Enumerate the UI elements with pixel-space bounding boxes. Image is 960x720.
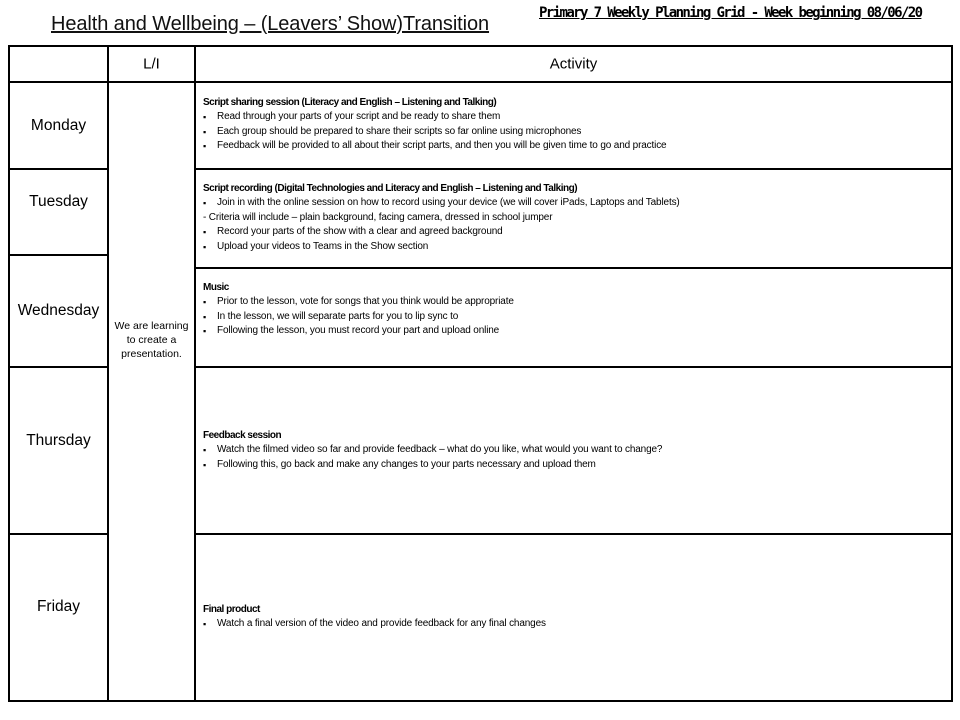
activity-cell-friday <box>194 533 953 702</box>
day-cell-thursday <box>8 366 109 535</box>
activity-bullet: ▪ Watch a final version of the video and provide feedback for any final changes <box>203 617 945 631</box>
activity-bullet: ▪ Upload your videos to Teams in the Show section <box>203 240 945 254</box>
activity-bullet: ▪ Following this, go back and make any changes to your parts necessary and upload them <box>203 458 945 472</box>
day-cell-wednesday <box>8 254 109 368</box>
header-activity-cell <box>194 45 953 83</box>
activity-cell-tuesday <box>194 168 953 269</box>
activity-cell-wednesday <box>194 267 953 368</box>
activity-title: Script recording (Digital Technologies and Literacy and English – Listening and Talking) <box>203 183 578 194</box>
day-cell-tuesday <box>8 168 109 256</box>
day-label: Friday <box>36 597 81 615</box>
day-label: Monday <box>30 116 87 134</box>
activity-column-header: Activity <box>549 55 598 73</box>
day-cell-friday <box>8 533 109 702</box>
activity-bullet: ▪ Each group should be prepared to share their scripts so far online using microphones <box>203 125 945 139</box>
activity-cell-thursday <box>194 366 953 535</box>
learning-intention-cell <box>107 81 196 702</box>
document-title: Health and Wellbeing – (Leavers’ Show)Transition <box>51 13 490 35</box>
activity-title: Final product <box>203 604 260 615</box>
activity-title: Music <box>203 282 229 293</box>
activity-bullet: ▪ Feedback will be provided to all about their script parts, and then you will be given time to go and practice <box>203 139 945 153</box>
header-li-cell <box>107 45 196 83</box>
activity-cell-monday <box>194 81 953 170</box>
activity-bullet: ▪ Following the lesson, you must record your part and upload online <box>203 324 945 338</box>
activity-bullet: ▪ Watch the filmed video so far and provide feedback – what do you like, what would you want to change? <box>203 443 945 457</box>
day-label: Thursday <box>26 431 91 449</box>
activity-bullet: ▪ Read through your parts of your script and be ready to share them <box>203 110 945 124</box>
activity-bullet: ▪ Record your parts of the show with a clear and agreed background <box>203 225 945 239</box>
day-label: Tuesday <box>29 193 88 210</box>
activity-title: Feedback session <box>203 430 282 441</box>
learning-intention-text: We are learning to create a presentation. <box>114 319 189 360</box>
day-cell-monday <box>8 81 109 170</box>
header-day-cell <box>8 45 109 83</box>
activity-note: - Criteria will include – plain background, facing camera, dressed in school jumper <box>203 211 553 223</box>
activity-bullet: ▪ Prior to the lesson, vote for songs that you think would be appropriate <box>203 295 945 309</box>
activity-title: Script sharing session (Literacy and English – Listening and Talking) <box>203 97 497 108</box>
activity-bullet: ▪ In the lesson, we will separate parts for you to lip sync to <box>203 310 945 324</box>
li-column-header: L/I <box>143 55 160 73</box>
activity-bullet: ▪ Join in with the online session on how to record using your device (we will cover iPads, Laptops and Tablets) <box>203 196 945 210</box>
day-label: Wednesday <box>17 302 100 319</box>
planning-grid-heading: Primary 7 Weekly Planning Grid - Week beginning 08/06/20 <box>539 5 922 21</box>
